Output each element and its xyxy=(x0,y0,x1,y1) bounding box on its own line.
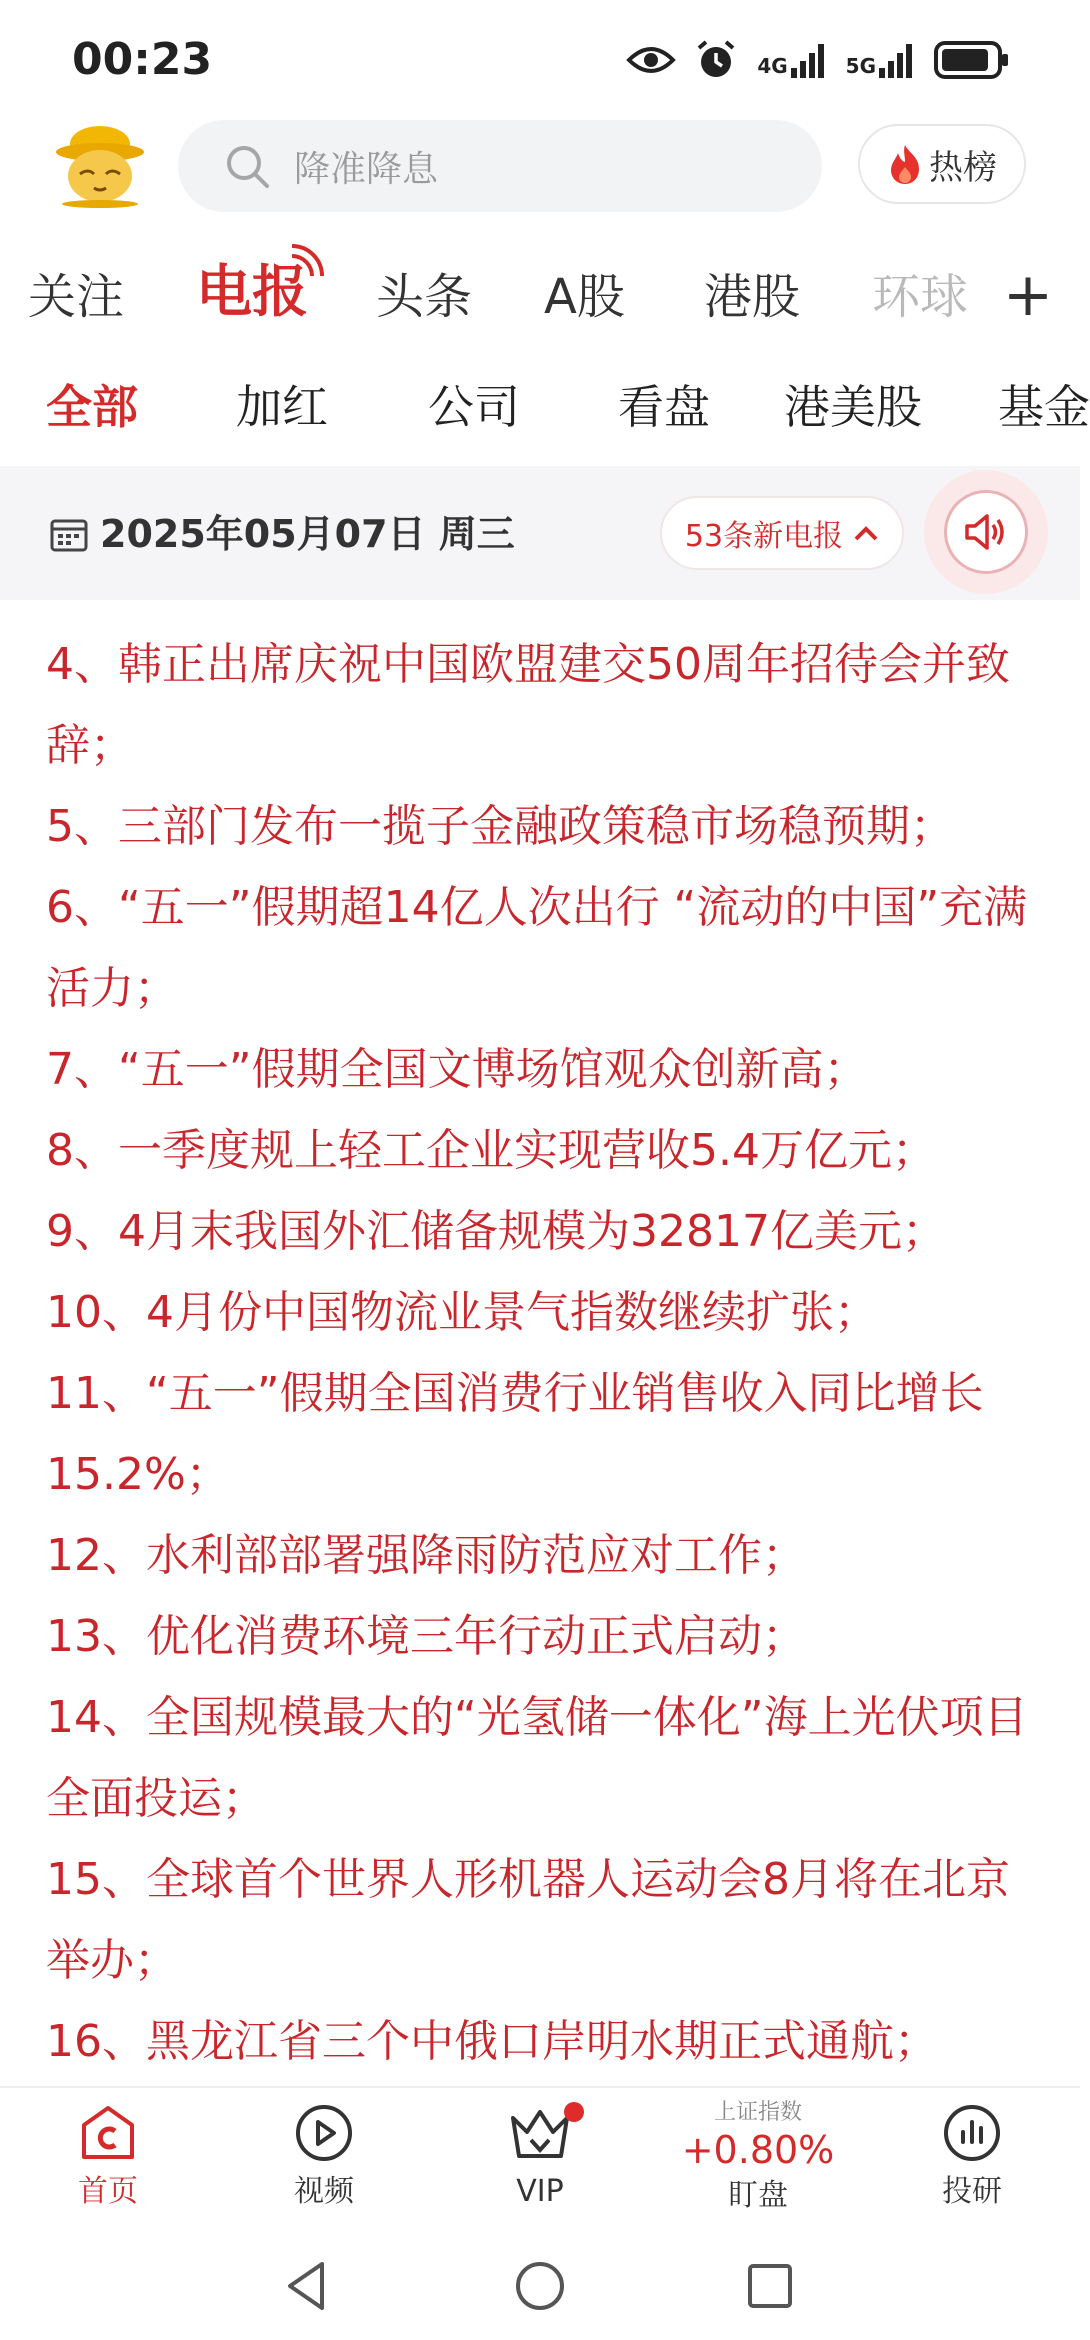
nav-market[interactable] xyxy=(676,2098,840,2216)
list-item[interactable]: 9、4月末我国外汇储备规模为32817亿美元； xyxy=(46,1206,946,1257)
hot-list-label: 热榜 xyxy=(929,147,997,188)
nav-video[interactable] xyxy=(244,2098,404,2216)
search-placeholder: 降准降息 xyxy=(294,148,439,190)
new-telegraphs-label: 53条新电报 xyxy=(684,519,844,554)
nav-home[interactable] xyxy=(28,2098,188,2216)
nav-video-label: 视频 xyxy=(294,2174,354,2209)
eye-icon xyxy=(627,44,675,76)
speaker-icon xyxy=(963,512,1009,552)
status-time: 00:23 xyxy=(72,34,213,85)
battery-icon xyxy=(934,41,1010,79)
signal-icon xyxy=(790,42,826,78)
nav-home-icon-wrap xyxy=(28,2098,188,2168)
bar-chart-circle-icon xyxy=(943,2104,1001,2162)
subtab-company[interactable]: 公司 xyxy=(428,380,520,434)
signal-icon xyxy=(878,42,914,78)
network-type-4g xyxy=(757,42,825,78)
index-name: 上证指数 xyxy=(713,2100,802,2125)
tab-follow[interactable]: 关注 xyxy=(28,269,125,325)
nav-research[interactable] xyxy=(892,2098,1052,2216)
home-circle-icon[interactable] xyxy=(510,2256,570,2316)
nav-home-label: 首页 xyxy=(78,2174,138,2209)
subtab-market-watch[interactable]: 看盘 xyxy=(618,380,710,434)
audio-broadcast-button[interactable] xyxy=(924,470,1048,594)
back-icon[interactable] xyxy=(278,2256,338,2316)
nav-vip-icon-wrap xyxy=(460,2098,620,2168)
list-item[interactable]: 6、“五一”假期超14亿人次出行 “流动的中国”充满活力； xyxy=(46,882,1028,1014)
subtab-funds[interactable]: 基金 xyxy=(998,380,1090,434)
play-circle-icon xyxy=(295,2104,353,2162)
list-item[interactable]: 7、“五一”假期全国文博场馆观众创新高； xyxy=(46,1044,868,1095)
list-item[interactable]: 5、三部门发布一揽子金融政策稳市场稳预期； xyxy=(46,801,954,852)
search-input[interactable] xyxy=(178,120,822,212)
list-item[interactable]: 16、黑龙江省三个中俄口岸明水期正式通航； xyxy=(46,2016,938,2067)
nav-vip-label: VIP xyxy=(516,2174,564,2209)
list-item[interactable]: 14、全国规模最大的“光氢储一体化”海上光伏项目全面投运； xyxy=(46,1692,1028,1824)
network-4g-label: 4G xyxy=(757,54,788,78)
current-date: 2025年05月07日 周三 xyxy=(100,512,515,556)
list-item[interactable]: 11、“五一”假期全国消费行业销售收入同比增长15.2%； xyxy=(46,1368,984,1500)
subtab-highlighted[interactable]: 加红 xyxy=(236,380,328,434)
nav-research-label: 投研 xyxy=(942,2174,1002,2209)
new-telegraphs-button[interactable] xyxy=(660,496,904,570)
network-type-5g xyxy=(846,42,914,78)
list-item[interactable]: 4、韩正出席庆祝中国欧盟建交50周年招待会并致辞； xyxy=(46,639,1010,771)
recents-square-icon[interactable] xyxy=(740,2256,800,2316)
status-icons xyxy=(627,30,1010,90)
home-c-icon xyxy=(80,2105,136,2161)
tab-headlines[interactable]: 头条 xyxy=(376,269,473,325)
list-item[interactable]: 12、水利部部署强降雨防范应对工作； xyxy=(46,1530,806,1581)
list-item[interactable]: 15、全球首个世界人形机器人运动会8月将在北京举办； xyxy=(46,1854,1010,1986)
tab-telegraph[interactable]: 电报 xyxy=(196,260,308,325)
add-tab-button[interactable]: + xyxy=(1002,260,1054,330)
nav-market-label: 盯盘 xyxy=(728,2178,788,2213)
subtab-all[interactable]: 全部 xyxy=(46,380,138,434)
nav-research-icon-wrap xyxy=(892,2098,1052,2168)
tab-global[interactable]: 环球 xyxy=(872,269,969,325)
hot-list-button[interactable] xyxy=(858,124,1026,204)
calendar-icon xyxy=(50,516,88,552)
list-item[interactable]: 13、优化消费环境三年行动正式启动； xyxy=(46,1611,806,1662)
nav-video-icon-wrap xyxy=(244,2098,404,2168)
crown-icon xyxy=(509,2106,571,2160)
nav-vip[interactable] xyxy=(460,2098,620,2216)
list-item[interactable]: 10、4月份中国物流业景气指数继续扩张； xyxy=(46,1287,878,1338)
notification-dot xyxy=(564,2102,584,2122)
flame-icon xyxy=(887,143,923,185)
subtab-hk-us-stocks[interactable]: 港美股 xyxy=(784,380,922,434)
audio-broadcast-inner xyxy=(944,490,1028,574)
tab-hk-stocks[interactable]: 港股 xyxy=(704,269,801,325)
chevron-up-icon xyxy=(853,524,879,542)
network-5g-label: 5G xyxy=(845,54,876,78)
tab-a-shares[interactable]: A股 xyxy=(544,269,625,325)
live-signal-icon xyxy=(288,244,324,280)
index-change: +0.80% xyxy=(681,2128,835,2172)
alarm-icon xyxy=(695,39,737,81)
list-item[interactable]: 8、一季度规上轻工企业实现营收5.4万亿元； xyxy=(46,1125,936,1176)
search-icon xyxy=(224,143,270,189)
news-content xyxy=(46,624,1046,2082)
mascot-avatar-icon[interactable] xyxy=(50,118,150,208)
